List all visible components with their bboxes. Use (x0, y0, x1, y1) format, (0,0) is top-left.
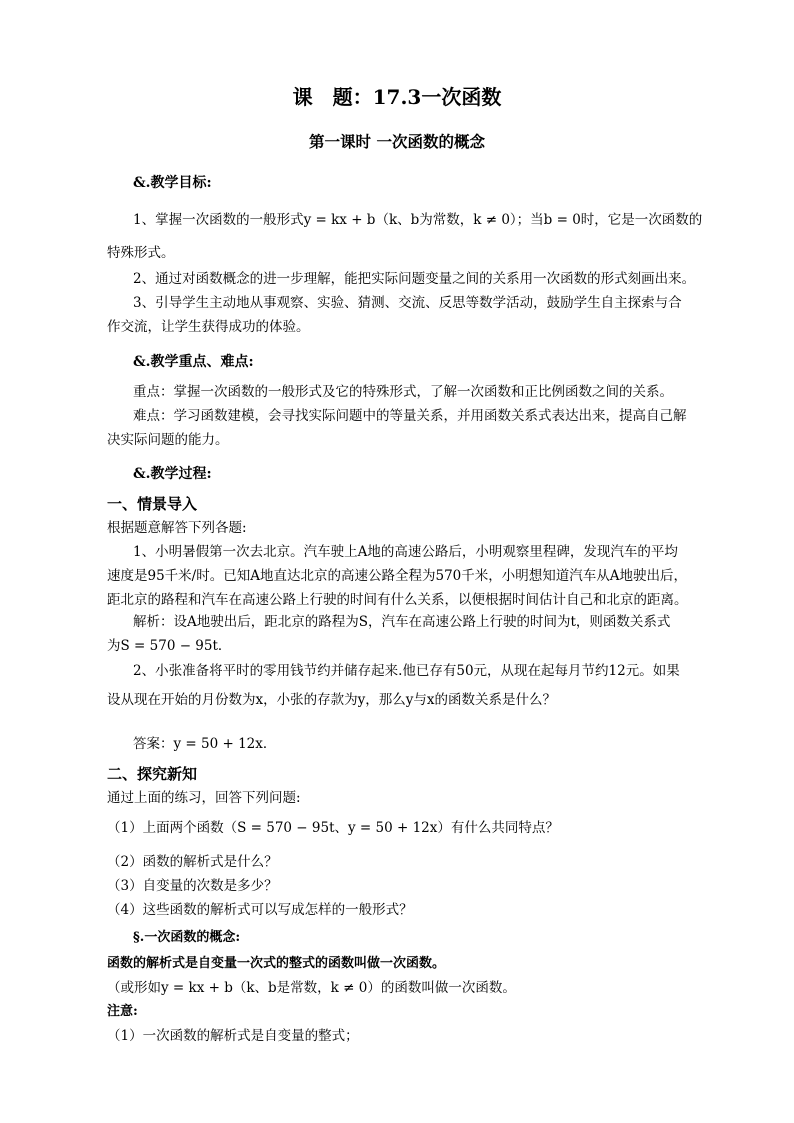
difficulty-line-2: 决实际问题的能力。 (107, 432, 229, 448)
objective-1-line-1: 1、掌握一次函数的一般形式y = kx + b（k、b为常数，k ≠ 0）；当b = 0时，它是一次函数的 (133, 212, 703, 228)
objective-1-line-2: 特殊形式。 (107, 245, 175, 261)
question-ask-1: （1）上面两个函数（S = 570 − 95t、y = 50 + 12x）有什么共同特点？ (107, 820, 559, 836)
answer-1-line-2: 为S = 570 − 95t． (107, 638, 232, 654)
concept-alternative: （或形如y = kx + b（k、b是常数，k ≠ 0）的函数叫做一次函数。 (107, 980, 516, 996)
note-1: （1）一次函数的解析式是自变量的整式； (107, 1028, 359, 1044)
note-heading: 注意: (107, 1004, 138, 1019)
answer-2: 答案：y = 50 + 12x． (133, 736, 277, 752)
question-2-line-2: 设从现在开始的月份数为x，小张的存款为y，那么y与x的函数关系是什么？ (107, 692, 556, 708)
difficulty-line-1: 难点：学习函数建模，会寻找实际问题中的等量关系，并用函数关系式表达出来，提高自己解 (133, 408, 687, 424)
question-2-line-1: 2、小张准备将平时的零用钱节约并储存起来.他已存有50元，从现在起每月节约12元。如果 (133, 663, 680, 679)
section-2-intro: 通过上面的练习，回答下列问题: (107, 790, 301, 806)
focus-text: 重点：掌握一次函数的一般形式及它的特殊形式，了解一次函数和正比例函数之间的关系。 (133, 384, 673, 400)
question-1-line-2: 速度是95千米/时。已知A地直达北京的高速公路全程为570千米，小明想知道汽车从A地驶出后， (107, 568, 687, 584)
question-ask-4: （4）这些函数的解析式可以写成怎样的一般形式？ (107, 902, 413, 918)
concept-heading: §.一次函数的概念: (133, 930, 241, 945)
objectives-heading: &.教学目标: (133, 175, 212, 191)
page-subtitle: 第一课时 一次函数的概念 (309, 132, 485, 151)
question-ask-3: （3）自变量的次数是多少？ (107, 878, 278, 894)
section-1-title: 一、情景导入 (107, 495, 198, 513)
question-1-line-1: 1、小明暑假第一次去北京。汽车驶上A地的高速公路后，小明观察里程碑，发现汽车的平均 (133, 544, 678, 560)
section-1-intro: 根据题意解答下列各题: (107, 520, 247, 536)
objective-3-line-2: 作交流，让学生获得成功的体验。 (107, 319, 310, 335)
question-1-line-3: 距北京的路程和汽车在高速公路上行驶的时间有什么关系，以便根据时间估计自己和北京的距离。 (107, 592, 688, 608)
concept-definition: 函数的解析式是自变量一次式的整式的函数叫做一次函数。 (107, 956, 446, 971)
question-ask-2: （2）函数的解析式是什么？ (107, 854, 278, 870)
page-title: 课 题：17.3一次函数 (292, 85, 502, 109)
process-heading: &.教学过程: (133, 466, 212, 482)
objective-2: 2、通过对函数概念的进一步理解，能把实际问题变量之间的关系用一次函数的形式刻画出来。 (133, 271, 696, 287)
section-2-title: 二、探究新知 (107, 765, 198, 783)
objective-3-line-1: 3、引导学生主动地从事观察、实验、猜测、交流、反思等数学活动，鼓励学生自主探索与合 (133, 295, 682, 311)
answer-1-line-1: 解析：设A地驶出后，距北京的路程为S，汽车在高速公路上行驶的时间为t，则函数关系式 (133, 614, 671, 630)
key-points-heading: &.教学重点、难点: (133, 354, 254, 370)
